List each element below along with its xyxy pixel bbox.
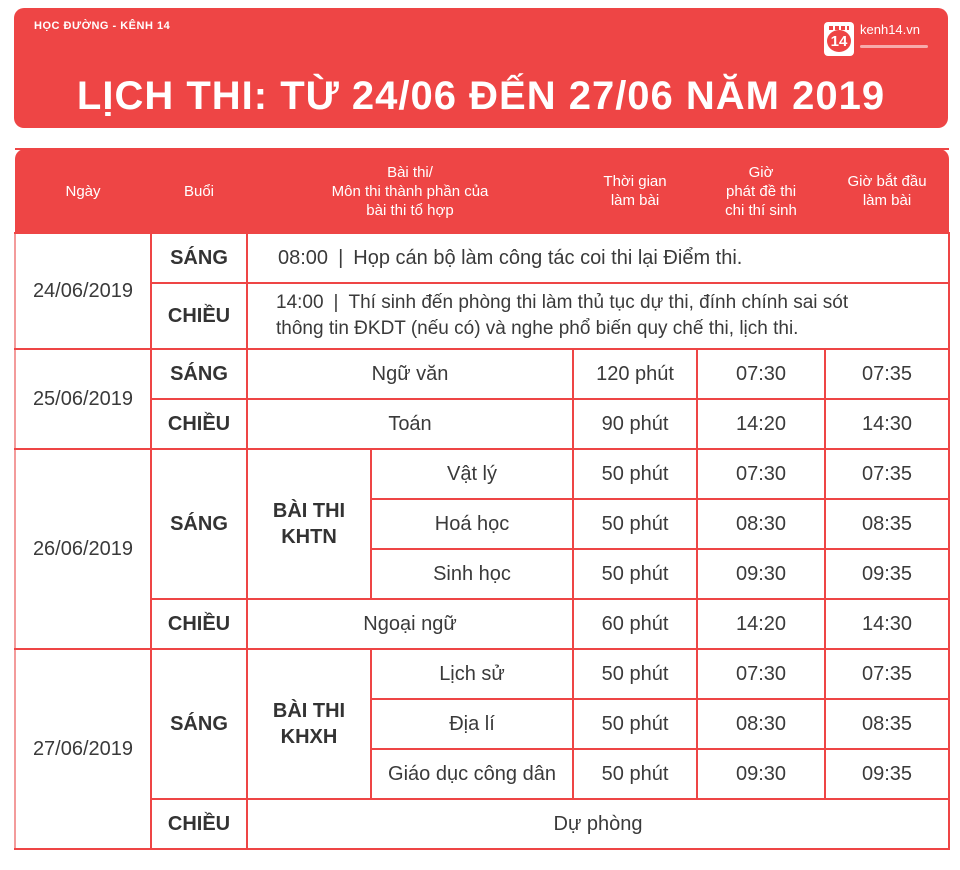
distribute-time-cell: 07:30 xyxy=(697,649,825,699)
session-cell: SÁNG xyxy=(151,649,247,799)
start-time-cell: 07:35 xyxy=(825,449,949,499)
header-date: Ngày xyxy=(15,149,151,233)
subject-cell: Ngữ văn xyxy=(247,349,573,399)
table-row xyxy=(15,399,949,449)
note-cell xyxy=(247,233,949,283)
table-row xyxy=(15,799,949,849)
session-cell: SÁNG xyxy=(151,233,247,283)
kenh14-logo[interactable] xyxy=(824,22,928,56)
session-cell: SÁNG xyxy=(151,349,247,399)
logo-badge-icon xyxy=(824,22,854,56)
table-row xyxy=(15,283,949,349)
date-cell: 27/06/2019 xyxy=(15,649,151,849)
subject-cell: Địa lí xyxy=(371,699,573,749)
exam-schedule-table xyxy=(14,148,950,850)
header-start-time: Giờ bắt đầu làm bài xyxy=(825,149,949,233)
duration-cell: 50 phút xyxy=(573,499,697,549)
subject-cell: Lịch sử xyxy=(371,649,573,699)
distribute-time-cell: 07:30 xyxy=(697,449,825,499)
duration-cell: 50 phút xyxy=(573,649,697,699)
page-title: LỊCH THI: TỪ 24/06 ĐẾN 27/06 NĂM 2019 xyxy=(76,74,886,118)
subject-cell: Sinh học xyxy=(371,549,573,599)
distribute-time-cell: 09:30 xyxy=(697,549,825,599)
header-banner xyxy=(14,8,948,128)
logo-number: 14 xyxy=(827,30,851,52)
combined-exam-cell: BÀI THI KHTN xyxy=(247,449,371,599)
duration-cell: 60 phút xyxy=(573,599,697,649)
note-text-line2: thông tin ĐKDT (nếu có) và nghe phổ biến quy chế thi, lịch thi. xyxy=(276,318,799,339)
session-cell: SÁNG xyxy=(151,449,247,599)
session-cell: CHIỀU xyxy=(151,399,247,449)
combined-exam-cell: BÀI THI KHXH xyxy=(247,649,371,799)
section-tag: HỌC ĐƯỜNG - KÊNH 14 xyxy=(34,20,171,32)
start-time-cell: 09:35 xyxy=(825,749,949,799)
header-distribute-time: Giờ phát đề thi chi thí sinh xyxy=(697,149,825,233)
session-cell: CHIỀU xyxy=(151,599,247,649)
date-cell: 24/06/2019 xyxy=(15,233,151,349)
table-row xyxy=(15,649,949,699)
start-time-cell: 08:35 xyxy=(825,699,949,749)
subject-cell: Ngoại ngữ xyxy=(247,599,573,649)
distribute-time-cell: 08:30 xyxy=(697,699,825,749)
subject-cell: Giáo dục công dân xyxy=(371,749,573,799)
duration-cell: 50 phút xyxy=(573,749,697,799)
note-separator: | xyxy=(333,292,339,313)
note-cell xyxy=(247,283,949,349)
note-time: 08:00 xyxy=(278,247,329,269)
subject-cell: Hoá học xyxy=(371,499,573,549)
date-cell: 25/06/2019 xyxy=(15,349,151,449)
duration-cell: 50 phút xyxy=(573,699,697,749)
session-cell: CHIỀU xyxy=(151,799,247,849)
note-time: 14:00 xyxy=(276,292,324,313)
note-text: Họp cán bộ làm công tác coi thi lại Điểm thi. xyxy=(353,247,743,269)
distribute-time-cell: 14:20 xyxy=(697,599,825,649)
distribute-time-cell: 09:30 xyxy=(697,749,825,799)
duration-cell: 50 phút xyxy=(573,549,697,599)
date-cell: 26/06/2019 xyxy=(15,449,151,649)
start-time-cell: 07:35 xyxy=(825,349,949,399)
header-subject: Bài thi/ Môn thi thành phần của bài thi tổ hợp xyxy=(247,149,573,233)
header-duration: Thời gian làm bài xyxy=(573,149,697,233)
start-time-cell: 14:30 xyxy=(825,599,949,649)
duration-cell: 90 phút xyxy=(573,399,697,449)
subject-cell: Vật lý xyxy=(371,449,573,499)
header-session: Buổi xyxy=(151,149,247,233)
logo-tagline-mark xyxy=(860,45,928,48)
duration-cell: 120 phút xyxy=(573,349,697,399)
table-header-row xyxy=(15,149,949,233)
start-time-cell: 08:35 xyxy=(825,499,949,549)
subject-cell: Toán xyxy=(247,399,573,449)
table-row xyxy=(15,599,949,649)
start-time-cell: 07:35 xyxy=(825,649,949,699)
table-row xyxy=(15,449,949,499)
distribute-time-cell: 14:20 xyxy=(697,399,825,449)
logo-site: kenh14.vn xyxy=(860,22,920,37)
logo-text xyxy=(860,22,928,48)
distribute-time-cell: 07:30 xyxy=(697,349,825,399)
reserve-cell: Dự phòng xyxy=(247,799,949,849)
start-time-cell: 14:30 xyxy=(825,399,949,449)
start-time-cell: 09:35 xyxy=(825,549,949,599)
table-row xyxy=(15,233,949,283)
session-cell: CHIỀU xyxy=(151,283,247,349)
distribute-time-cell: 08:30 xyxy=(697,499,825,549)
table-row xyxy=(15,349,949,399)
duration-cell: 50 phút xyxy=(573,449,697,499)
note-text: Thí sinh đến phòng thi làm thủ tục dự thi, đính chính sai sót xyxy=(348,292,849,313)
note-separator: | xyxy=(338,247,344,269)
